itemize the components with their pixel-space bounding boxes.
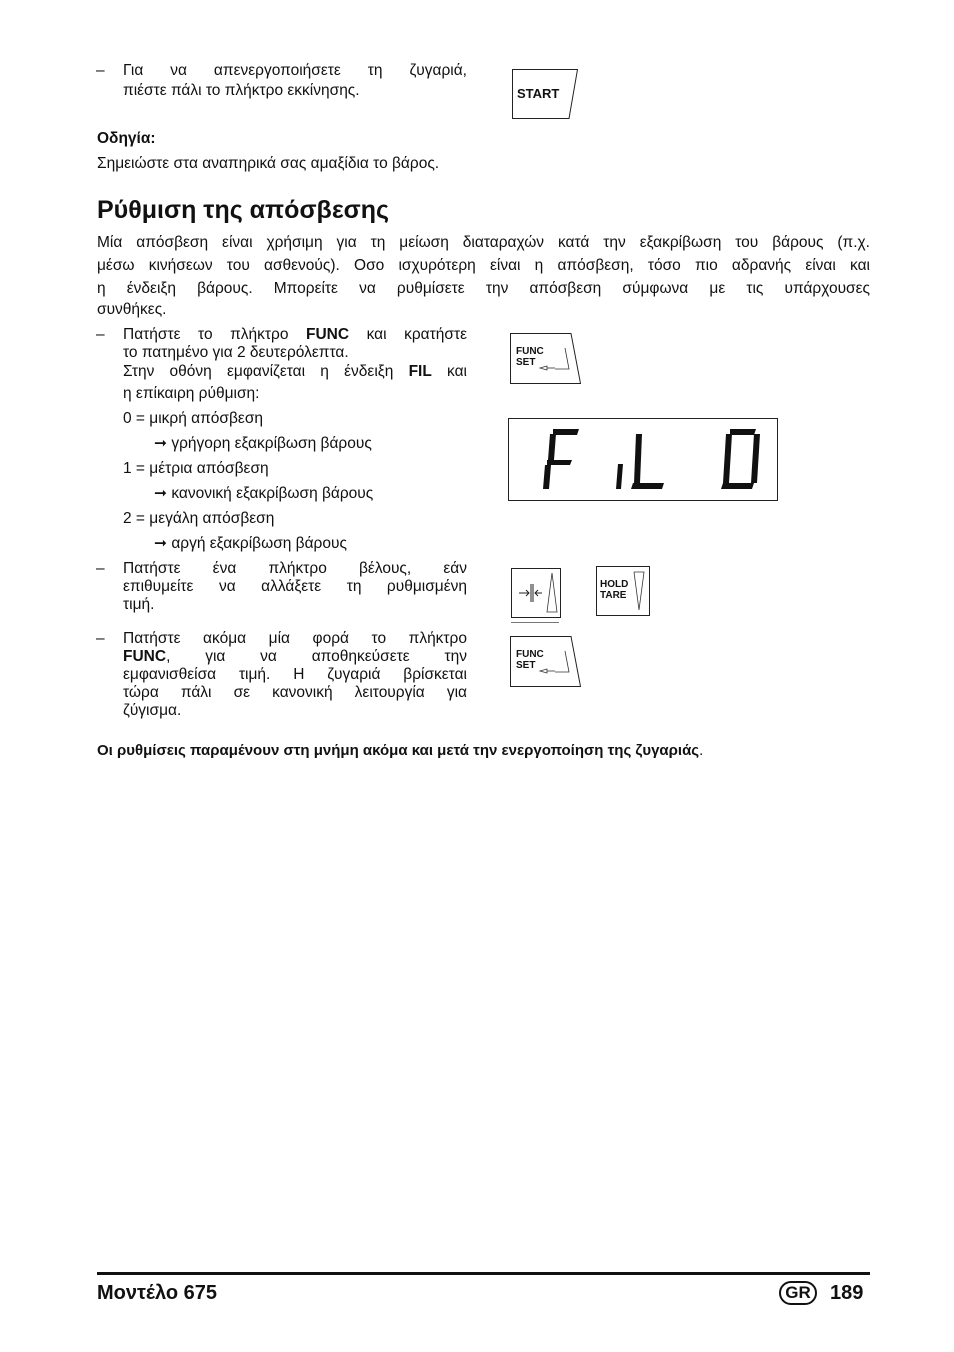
- start-key-label: START: [517, 86, 560, 101]
- footer-rule: [97, 1272, 870, 1275]
- step-text: Πατήστε ακόμα μία φορά το πλήκτρο: [123, 630, 467, 647]
- hold-key-label: HOLD: [600, 579, 629, 590]
- text-run: , για να αποθηκεύσετε την: [166, 648, 467, 665]
- keyword-fil: FIL: [408, 363, 432, 380]
- option-value: 0 = μικρή απόσβεση: [123, 410, 264, 427]
- step-text: [123, 363, 467, 381]
- section-title: Ρύθμιση της απόσβεσης: [97, 196, 390, 224]
- key-divider: [511, 622, 559, 623]
- option-result: [154, 485, 373, 503]
- note-text: Σημειώστε στα αναπηρικά σας αμαξίδια το βάρος.: [97, 155, 440, 172]
- list-dash: –: [96, 326, 105, 343]
- text-run: και κρατήστε: [349, 326, 467, 343]
- option-result-text: κανονική εξακρίβωση βάρους: [171, 485, 374, 502]
- option-result-text: γρήγορη εξακρίβωση βάρους: [171, 435, 372, 452]
- step-text: η επίκαιρη ρύθμιση:: [123, 385, 260, 402]
- tare-key-label: TARE: [600, 590, 627, 601]
- lcd-display: [508, 418, 778, 501]
- step-text: Πατήστε ένα πλήκτρο βέλους, εάν: [123, 560, 467, 577]
- paragraph-line: μέσω κινήσεων του ασθενούς). Οσο ισχυρότερη είναι η απόσβεση, τόσο πιο αδρανής είναι και: [97, 257, 870, 274]
- step-text: επιθυμείτε να αλλάξετε τη ρυθμισμένη: [123, 578, 467, 595]
- list-dash: –: [96, 630, 105, 647]
- arrow-key-button: [511, 568, 561, 618]
- country-code: GR: [785, 1283, 811, 1302]
- step-text: [123, 648, 467, 666]
- paragraph-line: συνθήκες.: [97, 301, 167, 318]
- arrow-right-icon: ➞: [154, 485, 167, 502]
- step-text: πιέστε πάλι το πλήκτρο εκκίνησης.: [123, 82, 360, 99]
- paragraph-line: η ένδειξη βάρους. Μπορείτε να ρυθμίσετε την απόσβεση σύμφωνα με τις υπάρχουσες: [97, 280, 870, 297]
- option-result: [154, 435, 372, 453]
- option-value: 1 = μέτρια απόσβεση: [123, 460, 269, 477]
- step-text: ζύγισμα.: [123, 702, 182, 719]
- paragraph-line: Μία απόσβεση είναι χρήσιμη για τη μείωση διαταραχών κατά την εξακρίβωση του βάρους (π.χ.: [97, 234, 870, 251]
- lcd-segments: [509, 419, 777, 500]
- final-note: [97, 742, 703, 759]
- func-set-button: [510, 333, 581, 384]
- set-key-label: SET: [516, 357, 536, 368]
- page-number: 189: [830, 1282, 864, 1304]
- list-dash: –: [96, 62, 105, 79]
- text-run: Πατήστε το πλήκτρο: [123, 326, 307, 343]
- text-run: Στην οθόνη εμφανίζεται η ένδειξη: [123, 363, 409, 380]
- text-run: και: [431, 363, 467, 380]
- country-badge: [779, 1281, 817, 1305]
- footer-model: Μοντέλο 675: [97, 1282, 217, 1304]
- option-result-text: αργή εξακρίβωση βάρους: [171, 535, 347, 552]
- final-note-tail: .: [699, 742, 704, 759]
- final-note-bold: Οι ρυθμίσεις παραμένουν στη μνήμη ακόμα και μετά την ενεργοποίηση της ζυγαριάς: [97, 742, 700, 759]
- step-text: [123, 326, 467, 344]
- step-text: τώρα πάλι σε κανονική λειτουργία για: [123, 684, 467, 701]
- keyword-func: FUNC: [306, 326, 350, 343]
- step-text: τιμή.: [123, 596, 155, 613]
- hold-tare-button: [596, 566, 650, 616]
- func-key-label: FUNC: [516, 649, 544, 660]
- list-dash: –: [96, 560, 105, 577]
- step-text: εμφανισθείσα τιμή. Η ζυγαριά βρίσκεται: [123, 666, 467, 683]
- arrow-right-icon: ➞: [154, 535, 167, 552]
- option-result: [154, 535, 347, 553]
- step-text: Για να απενεργοποιήσετε τη ζυγαριά,: [123, 62, 467, 79]
- set-key-label: SET: [516, 660, 536, 671]
- note-heading: Οδηγία:: [97, 130, 156, 147]
- option-value: 2 = μεγάλη απόσβεση: [123, 510, 275, 527]
- start-button: [512, 69, 578, 119]
- arrow-right-icon: ➞: [154, 435, 167, 452]
- func-key-label: FUNC: [516, 346, 544, 357]
- keyword-func: FUNC: [123, 648, 167, 665]
- arrow-key-icon: [511, 568, 561, 618]
- func-set-button: [510, 636, 581, 687]
- step-text: το πατημένο για 2 δευτερόλεπτα.: [123, 344, 349, 361]
